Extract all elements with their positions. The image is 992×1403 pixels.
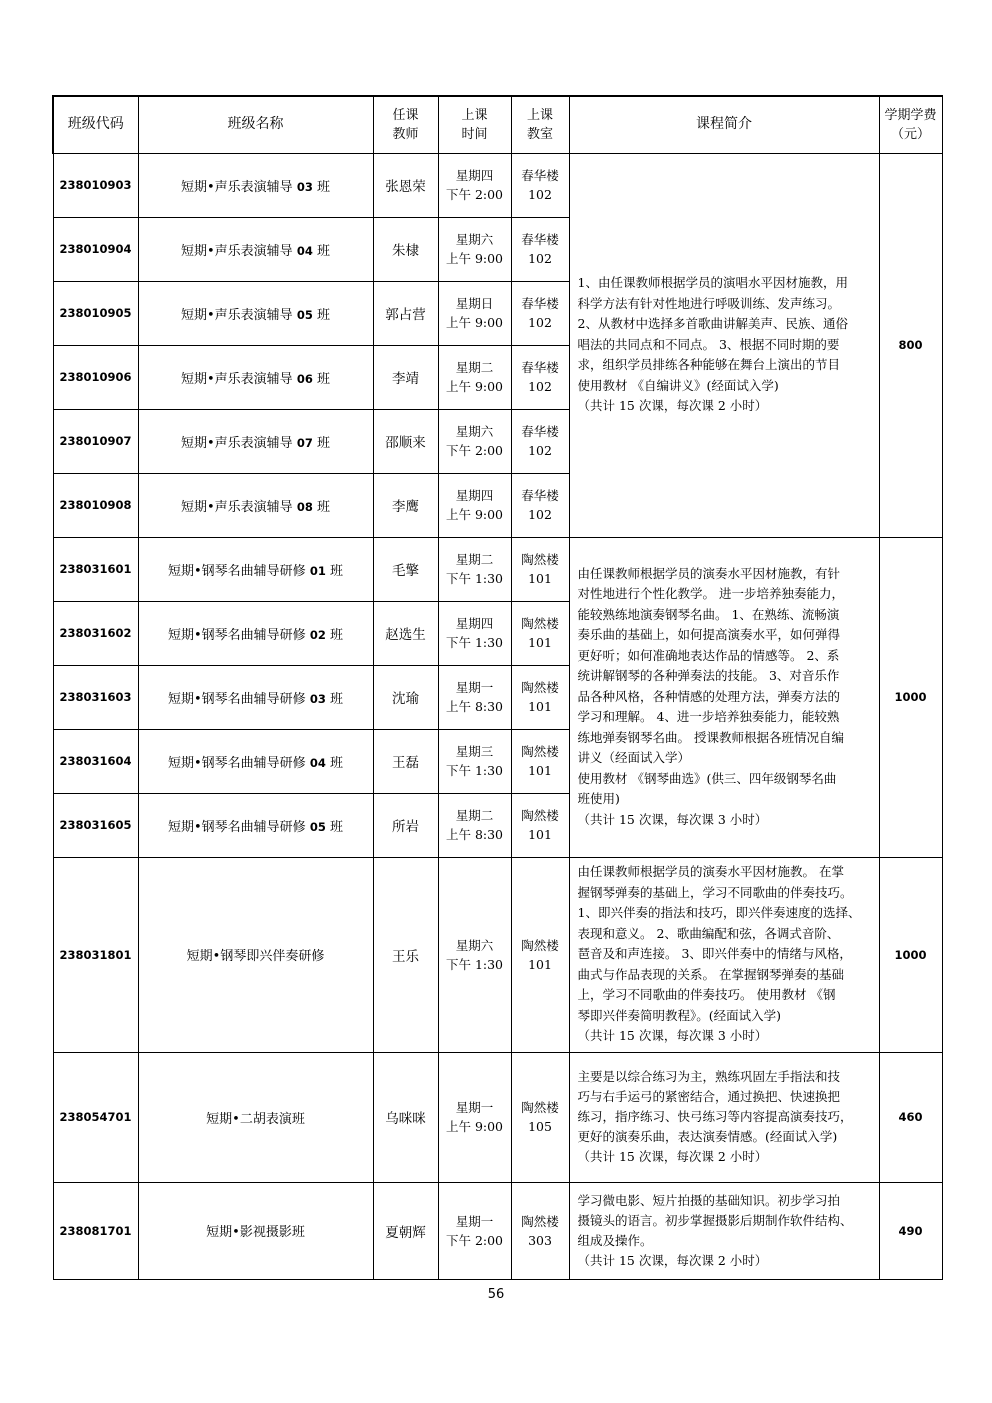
- class-code: 238010906: [53, 345, 138, 409]
- classroom: 春华楼 102: [511, 217, 569, 281]
- classroom: 陶然楼 105: [511, 1052, 569, 1182]
- header-time: 上课 时间: [438, 96, 511, 153]
- class-code: 238081701: [53, 1182, 138, 1279]
- classroom: 陶然楼 101: [511, 857, 569, 1052]
- table-row: [53, 153, 942, 217]
- tuition-fee: 1000: [879, 537, 942, 857]
- teacher-name: 邵顺来: [373, 409, 438, 473]
- header-fee: 学期学费 （元）: [879, 96, 942, 153]
- class-time: 星期六 上午 9:00: [438, 217, 511, 281]
- class-name: 短期•声乐表演辅导 07 班: [138, 409, 373, 473]
- course-table: [52, 95, 943, 1280]
- class-code: 238054701: [53, 1052, 138, 1182]
- teacher-name: 李靖: [373, 345, 438, 409]
- teacher-name: 所岩: [373, 793, 438, 857]
- class-time: 星期二 上午 9:00: [438, 345, 511, 409]
- teacher-name: 毛擎: [373, 537, 438, 601]
- table-row: [53, 1182, 942, 1279]
- classroom: 春华楼 102: [511, 473, 569, 537]
- class-name: 短期•钢琴即兴伴奏研修: [138, 857, 373, 1052]
- class-time: 星期四 下午 1:30: [438, 601, 511, 665]
- classroom: 陶然楼 101: [511, 537, 569, 601]
- class-name: 短期•声乐表演辅导 04 班: [138, 217, 373, 281]
- classroom: 春华楼 102: [511, 345, 569, 409]
- class-code: 238010908: [53, 473, 138, 537]
- class-name: 短期•钢琴名曲辅导研修 03 班: [138, 665, 373, 729]
- class-code: 238010907: [53, 409, 138, 473]
- classroom: 陶然楼 101: [511, 665, 569, 729]
- class-code: 238031605: [53, 793, 138, 857]
- classroom: 春华楼 102: [511, 281, 569, 345]
- classroom: 春华楼 102: [511, 153, 569, 217]
- header-teacher: 任课 教师: [373, 96, 438, 153]
- class-time: 星期二 上午 8:30: [438, 793, 511, 857]
- tuition-fee: 800: [879, 153, 942, 537]
- class-name: 短期•声乐表演辅导 08 班: [138, 473, 373, 537]
- table-row: [53, 857, 942, 1052]
- class-time: 星期四 上午 9:00: [438, 473, 511, 537]
- class-name: 短期•钢琴名曲辅导研修 02 班: [138, 601, 373, 665]
- course-intro: 由任课教师根据学员的演奏水平因材施教。 在掌 握钢琴弹奏的基础上，学习不同歌曲的伴奏技巧。 1、即兴伴奏的指法和技巧，即兴伴奏速度的选择、 表现和意义。 2、歌曲编配和弦，各调式音阶、 琶音及和声连接。 3、即兴伴奏中的情绪与风格， 曲式与作品表现的关系。 在掌握钢琴弹奏的基础 上，学习不同歌曲的伴奏技巧。 使用教材 《钢 琴即兴伴奏简明教程》。(经面试入学) （共计 15 次课，每次课 3 小时）: [569, 857, 879, 1052]
- class-time: 星期一 下午 2:00: [438, 1182, 511, 1279]
- header-class-code: 班级代码: [53, 96, 138, 153]
- tuition-fee: 460: [879, 1052, 942, 1182]
- class-name: 短期•声乐表演辅导 03 班: [138, 153, 373, 217]
- class-name: 短期•钢琴名曲辅导研修 01 班: [138, 537, 373, 601]
- teacher-name: 郭占营: [373, 281, 438, 345]
- teacher-name: 李鹰: [373, 473, 438, 537]
- classroom: 陶然楼 101: [511, 601, 569, 665]
- classroom: 陶然楼 101: [511, 793, 569, 857]
- teacher-name: 王乐: [373, 857, 438, 1052]
- teacher-name: 沈瑜: [373, 665, 438, 729]
- tuition-fee: 1000: [879, 857, 942, 1052]
- class-code: 238031602: [53, 601, 138, 665]
- class-code: 238031601: [53, 537, 138, 601]
- class-name: 短期•二胡表演班: [138, 1052, 373, 1182]
- class-time: 星期一 上午 9:00: [438, 1052, 511, 1182]
- teacher-name: 王磊: [373, 729, 438, 793]
- course-intro: 1、由任课教师根据学员的演唱水平因材施教，用 科学方法有针对性地进行呼吸训练、发声练习。 2、从教材中选择多首歌曲讲解美声、民族、通俗 唱法的共同点和不同点。 3、根据不同时期的要 求，组织学员排练各种能够在舞台上演出的节目 使用教材 《自编讲义》(经面试入学) （共计 15 次课，每次课 2 小时）: [569, 153, 879, 537]
- header-course-intro: 课程简介: [569, 96, 879, 153]
- header-room: 上课 教室: [511, 96, 569, 153]
- class-time: 星期一 上午 8:30: [438, 665, 511, 729]
- class-name: 短期•影视摄影班: [138, 1182, 373, 1279]
- class-time: 星期二 下午 1:30: [438, 537, 511, 601]
- teacher-name: 朱棣: [373, 217, 438, 281]
- classroom: 陶然楼 101: [511, 729, 569, 793]
- course-intro: 学习微电影、短片拍摄的基础知识。初步学习拍 摄镜头的语言。初步掌握摄影后期制作软件结构、 组成及操作。 （共计 15 次课，每次课 2 小时）: [569, 1182, 879, 1279]
- teacher-name: 夏朝辉: [373, 1182, 438, 1279]
- class-code: 238031603: [53, 665, 138, 729]
- class-name: 短期•钢琴名曲辅导研修 04 班: [138, 729, 373, 793]
- classroom: 春华楼 102: [511, 409, 569, 473]
- tuition-fee: 490: [879, 1182, 942, 1279]
- class-name: 短期•钢琴名曲辅导研修 05 班: [138, 793, 373, 857]
- class-time: 星期六 下午 1:30: [438, 857, 511, 1052]
- header-class-name: 班级名称: [138, 96, 373, 153]
- class-code: 238031801: [53, 857, 138, 1052]
- class-time: 星期三 下午 1:30: [438, 729, 511, 793]
- class-code: 238010904: [53, 217, 138, 281]
- page-number: 56: [487, 1287, 505, 1302]
- teacher-name: 乌咪咪: [373, 1052, 438, 1182]
- class-code: 238010903: [53, 153, 138, 217]
- class-code: 238031604: [53, 729, 138, 793]
- teacher-name: 赵选生: [373, 601, 438, 665]
- class-code: 238010905: [53, 281, 138, 345]
- teacher-name: 张恩荣: [373, 153, 438, 217]
- classroom: 陶然楼 303: [511, 1182, 569, 1279]
- table-row: [53, 537, 942, 601]
- class-time: 星期四 下午 2:00: [438, 153, 511, 217]
- course-intro: 由任课教师根据学员的演奏水平因材施教，有针 对性地进行个性化教学。 进一步培养独奏能力， 能较熟练地演奏钢琴名曲。 1、在熟练、流畅演 奏乐曲的基础上，如何提高演奏水平，如何弹得 更好听；如何准确地表达作品的情感等。 2、系 统讲解钢琴的各种弹奏法的技能。 3、对音乐作 品各种风格，各种情感的处理方法，弹奏方法的 学习和理解。 4、进一步培养独奏能力，能较熟 练地弹奏钢琴名曲。 授课教师根据各班情况自编 讲义（经面试入学） 使用教材 《钢琴曲选》(供三、四年级钢琴名曲 班使用) （共计 15 次课，每次课 3 小时）: [569, 537, 879, 857]
- header-row: [53, 96, 942, 153]
- class-time: 星期六 下午 2:00: [438, 409, 511, 473]
- class-name: 短期•声乐表演辅导 05 班: [138, 281, 373, 345]
- table-row: [53, 1052, 942, 1182]
- class-name: 短期•声乐表演辅导 06 班: [138, 345, 373, 409]
- class-time: 星期日 上午 9:00: [438, 281, 511, 345]
- course-intro: 主要是以综合练习为主，熟练巩固左手指法和技 巧与右手运弓的紧密结合，通过换把、快速换把 练习，指序练习、快弓练习等内容提高演奏技巧， 更好的演奏乐曲，表达演奏情感。(经面试入学) （共计 15 次课，每次课 2 小时）: [569, 1052, 879, 1182]
